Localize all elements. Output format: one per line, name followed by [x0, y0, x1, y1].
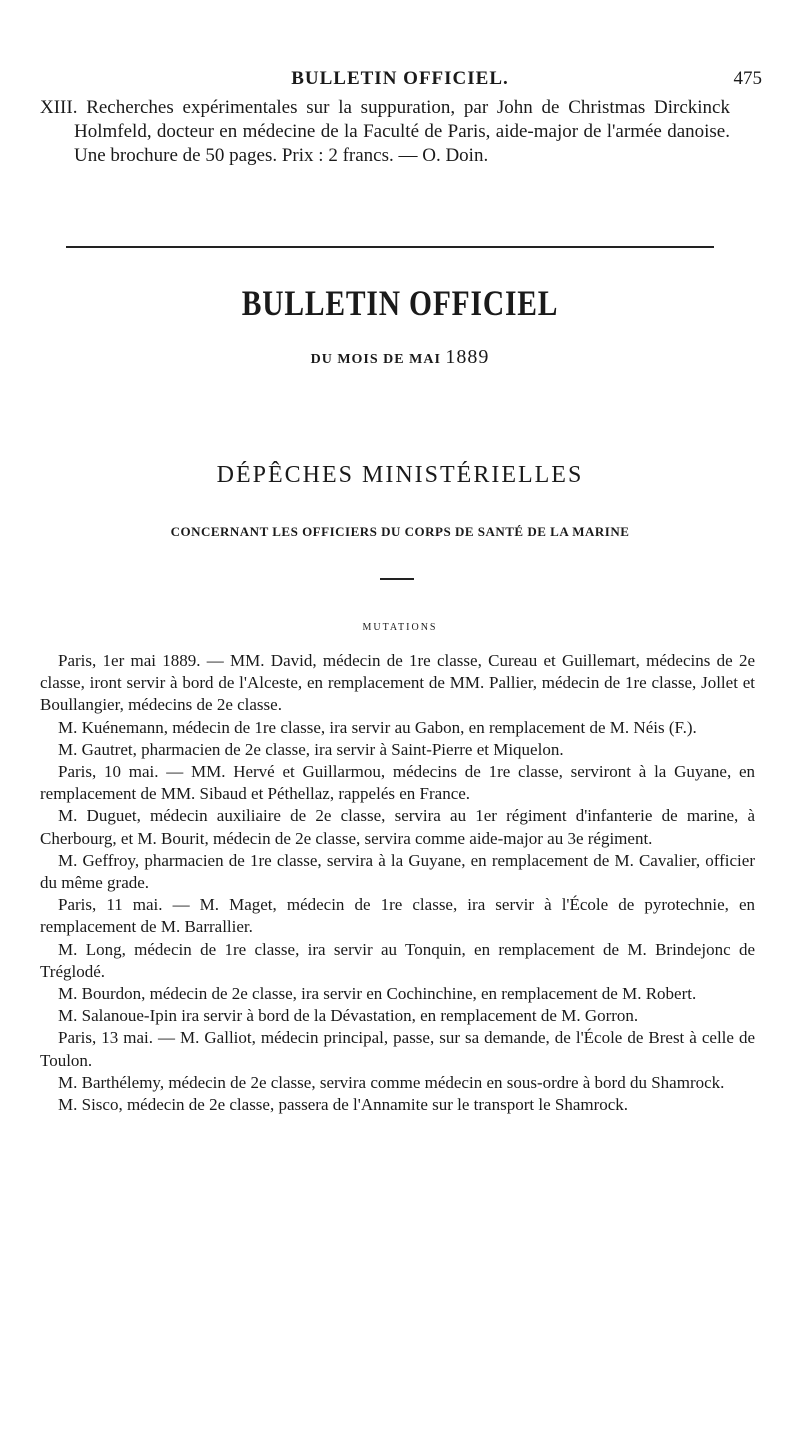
paragraph: M. Sisco, médecin de 2e classe, passera de l'Annamite sur le transport le Shamrock. [58, 1095, 629, 1115]
short-divider [380, 578, 414, 580]
running-title: BULLETIN OFFICIEL. [291, 68, 509, 89]
paragraph: M. Salanoue-Ipin ira servir à bord de la Dévastation, en remplacement de M. Gorron. [58, 1006, 639, 1026]
bulletin-title: BULLETIN OFFICIEL [241, 283, 559, 323]
paragraph: M. Bourdon, médecin de 2e classe, ira servir en Cochinchine, en remplacement de M. Robert. [58, 984, 697, 1004]
previous-bibliography-item [40, 96, 730, 168]
bibliography-entry: XIII. Recherches expérimentales sur la suppuration, par John de Christmas Dirckinck Holmfeld, docteur en médecine de la Faculté de Paris, aide-major de l'armée danoise. Une brochure de 50 pages. Prix : 2 francs. — O. Doin. [40, 97, 730, 166]
paragraph: M. Barthélemy, médecin de 2e classe, servira comme médecin en sous-ordre à bord du Shamrock. [58, 1072, 725, 1092]
section-subtitle: CONCERNANT LES OFFICIERS DU CORPS DE SANTÉ DE LA MARINE [170, 524, 630, 539]
paragraph: Paris, 11 mai. — M. Maget, médecin de 1re classe, ira servir à l'École de pyrotechnie, en remplacement de M. Barrallier. [40, 895, 755, 937]
page-number: 475 [733, 68, 762, 89]
paragraph: M. Duguet, médecin auxiliaire de 2e classe, servira au 1er régiment d'infanterie de marine, à Cherbourg, et M. Bourit, médecin de 2e classe, servira comme aide-major au 3e régiment. [40, 806, 755, 848]
bulletin-year: 1889 [445, 346, 490, 368]
mutations-heading: MUTATIONS [362, 622, 438, 633]
bulletin-subtitle [0, 346, 800, 369]
paragraph: M. Gautret, pharmacien de 2e classe, ira servir à Saint-Pierre et Miquelon. [58, 739, 564, 759]
paragraph: M. Geffroy, pharmacien de 1re classe, servira à la Guyane, en remplacement de M. Cavalier, officier du même grade. [40, 850, 755, 893]
bulletin-month: DU MOIS DE MAI [310, 352, 441, 367]
page-header [0, 62, 800, 92]
section-divider [66, 246, 714, 248]
mutations-body [40, 650, 755, 1116]
paragraph: Paris, 1er mai 1889. — MM. David, médecin de 1re classe, Cureau et Guillemart, médecins de 2e classe, iront servir à bord de l'Alceste, en remplacement de MM. Pallier, médecin de 1re classe, Jollet et Boullangier, médecins de 2e classe. [40, 651, 755, 715]
paragraph: Paris, 10 mai. — MM. Hervé et Guillarmou, médecins de 1re classe, serviront à la Guyane, en remplacement de MM. Sibaud et Péthellaz, rappelés en France. [40, 762, 755, 804]
paragraph: M. Long, médecin de 1re classe, ira servir au Tonquin, en remplacement de M. Brindejonc de Tréglodé. [40, 939, 755, 981]
paragraph: M. Kuénemann, médecin de 1re classe, ira servir au Gabon, en remplacement de M. Néis (F.). [58, 717, 697, 737]
paragraph: Paris, 13 mai. — M. Galliot, médecin principal, passe, sur sa demande, de l'École de Brest à celle de Toulon. [40, 1028, 755, 1070]
section-title: DÉPÊCHES MINISTÉRIELLES [216, 462, 584, 488]
